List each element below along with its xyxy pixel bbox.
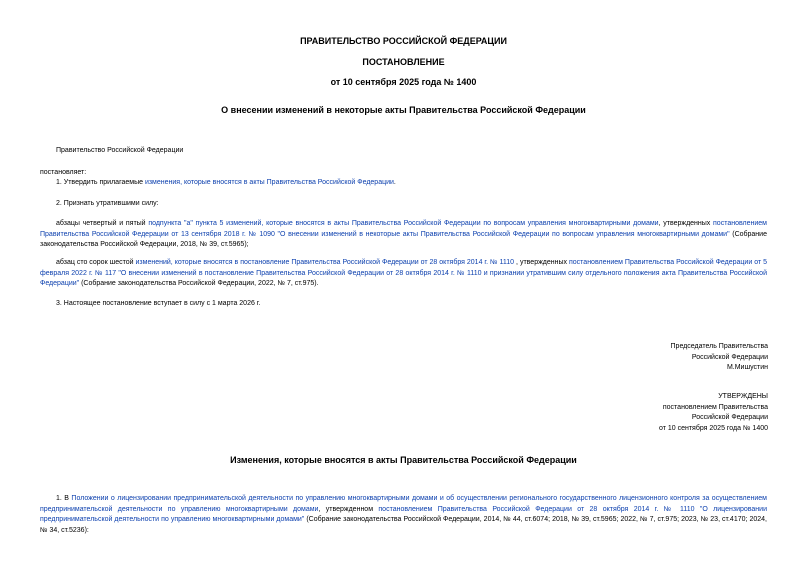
item-2b-text-2: , утвержденных <box>514 259 569 266</box>
changes-text-1: 1. В <box>56 495 72 502</box>
item-2-paragraph-b <box>40 258 767 290</box>
decides-text: постановляет: <box>40 169 87 176</box>
government-heading: ПРАВИТЕЛЬСТВО РОССИЙСКОЙ ФЕДЕРАЦИИ <box>300 36 507 46</box>
item-2a-text-3: (Собрание законодательства Российской Федерации, 2018, № 39, ст.5965); <box>40 230 767 248</box>
document-date-number: от 10 сентября 2025 года № 1400 <box>330 77 477 87</box>
item-2: 2. Признать утратившими силу: <box>56 200 159 207</box>
changes-text-3: (Собрание законодательства Российской Федерации, 2014, № 44, ст.6074; 2018, № 39, ст.5965; 2022, № 7, ст.975; 2023, № 23, ст.4170; 2024, № 34, ст.5236): <box>40 516 767 534</box>
approved-line-2: постановлением Правительства <box>662 403 768 411</box>
approved-heading: УТВЕРЖДЕНЫ <box>718 393 768 400</box>
approved-line-3: Российской Федерации <box>691 414 768 421</box>
changes-item-1 <box>40 494 767 536</box>
item-2b-link-1[interactable]: изменений, которые вносятся в постановление Правительства Российской Федерации от 28 октября 2014 г. № 1110 <box>135 259 515 266</box>
issuer-text: Правительство Российской Федерации <box>56 147 184 154</box>
approved-block <box>659 392 768 434</box>
signature-position-2: Российской Федерации <box>691 353 768 361</box>
item-2a-link-2[interactable]: постановлением Правительства Российской Федерации от 13 сентября 2018 г. № 1090 "О внесении изменений в некоторые акты Правительства Российской Федерации по вопросам управления многоквартирными домами" <box>40 220 767 238</box>
changes-title: Изменения, которые вносятся в акты Правительства Российской Федерации <box>230 455 577 465</box>
changes-link-2[interactable]: постановлением Правительства Российской Федерации от 28 октября 2014 г. № 1110 "О лицензировании предпринимательской деятельности по управлению многоквартирными домами" <box>40 505 767 523</box>
item-1-link[interactable]: изменения, которые вносятся в акты Правительства Российской Федерации <box>144 179 394 186</box>
approved-date-number: от 10 сентября 2025 года № 1400 <box>658 424 768 432</box>
item-1 <box>56 178 396 189</box>
item-2b-link-2[interactable]: постановлением Правительства Российской Федерации от 5 февраля 2022 г. № 117 "О внесении изменений в постановление Правительства Российской Федерации от 28 октября 2014 г. № 1110 и признании утратившим силу отдельного положения акта Правительства Российской Федерации" <box>40 259 768 287</box>
document-type: ПОСТАНОВЛЕНИЕ <box>362 57 445 67</box>
changes-text-2: , утвержденном <box>318 505 379 513</box>
signature-position: Председатель Правительства <box>670 343 768 350</box>
signature-block <box>671 342 768 374</box>
item-1-prefix: 1. Утвердить прилагаемые <box>56 179 145 186</box>
item-2b-text-1: абзац сто сорок шестой <box>56 259 136 266</box>
item-2a-text-2: , утвержденных <box>658 220 714 227</box>
item-2a-text-1: абзацы четвертый и пятый <box>56 220 149 227</box>
item-2b-text-3: (Собрание законодательства Российской Федерации, 2022, № 7, ст.975). <box>79 280 319 287</box>
item-2a-link-1[interactable]: подпункта "а" пункта 5 изменений, которые вносятся в акты Правительства Российской Федерации по вопросам управления многоквартирными домами <box>148 220 659 227</box>
item-2-paragraph-a <box>40 219 767 251</box>
item-3: 3. Настоящее постановление вступает в силу с 1 марта 2026 г. <box>56 300 261 307</box>
changes-link-1[interactable]: Положении о лицензировании предпринимательской деятельности по управлению многоквартирными домами и об осуществлении регионального государственного лицензионного контроля за осуществлением предпринимательской деятельности по управлению многоквартирными домами <box>40 495 767 513</box>
item-1-suffix: . <box>393 179 396 186</box>
document-title: О внесении изменений в некоторые акты Правительства Российской Федерации <box>221 105 586 115</box>
signature-name: М.Мишустин <box>726 364 768 371</box>
